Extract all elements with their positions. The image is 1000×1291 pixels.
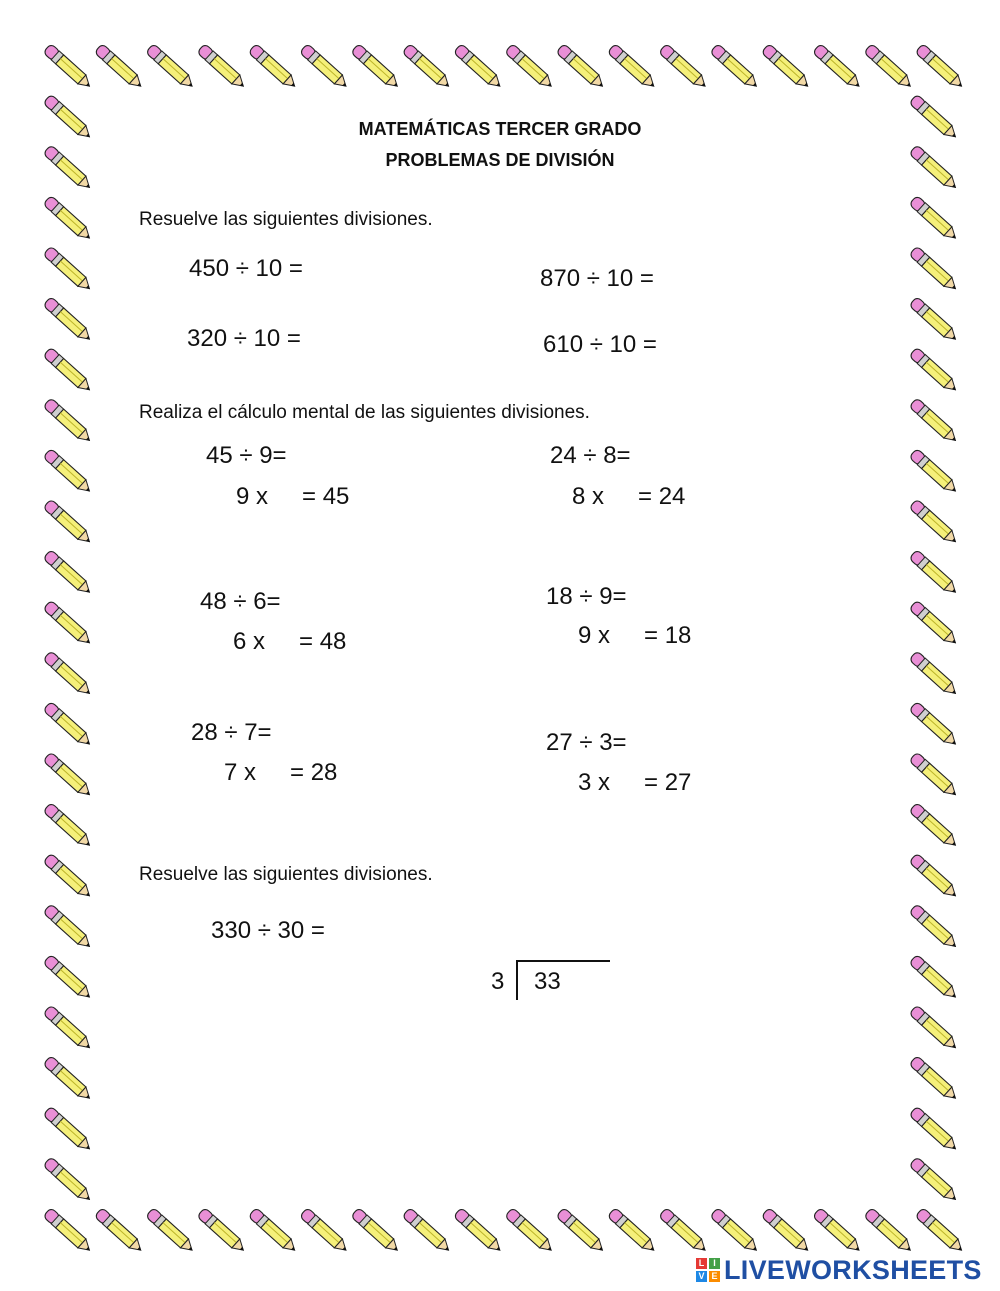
factor: 3 x bbox=[578, 769, 611, 796]
pencil-icon bbox=[915, 44, 966, 92]
pencil-icon bbox=[43, 701, 94, 749]
mental-division: 24 ÷ 8= bbox=[550, 442, 631, 469]
multiplication-check bbox=[224, 761, 337, 785]
pencil-icon bbox=[761, 1208, 812, 1256]
pencil-icon bbox=[909, 550, 960, 598]
mental-division: 27 ÷ 3= bbox=[546, 729, 627, 756]
page-title: MATEMÁTICAS TERCER GRADO bbox=[358, 119, 642, 139]
pencil-icon bbox=[43, 1106, 94, 1154]
pencil-icon bbox=[710, 1208, 761, 1256]
pencil-icon bbox=[864, 1208, 915, 1256]
pencil-icon bbox=[909, 803, 960, 851]
division-problem: 320 ÷ 10 = bbox=[187, 325, 301, 352]
pencil-icon bbox=[453, 1208, 504, 1256]
pencil-icon bbox=[505, 44, 556, 92]
pencil-icon bbox=[909, 752, 960, 800]
factor: 7 x bbox=[224, 759, 257, 786]
pencil-icon bbox=[94, 44, 145, 92]
multiplication-check bbox=[233, 630, 346, 654]
section3-instruction: Resuelve las siguientes divisiones. bbox=[139, 864, 433, 885]
pencil-icon bbox=[43, 499, 94, 547]
pencil-icon bbox=[43, 246, 94, 294]
pencil-icon bbox=[812, 44, 863, 92]
product: = 45 bbox=[302, 483, 350, 510]
liveworksheets-logo-icon: L I V E bbox=[696, 1258, 720, 1282]
product: = 27 bbox=[644, 769, 692, 796]
divisor: 3 bbox=[491, 968, 505, 995]
pencil-icon bbox=[43, 347, 94, 395]
pencil-icon bbox=[909, 701, 960, 749]
pencil-icon bbox=[556, 1208, 607, 1256]
pencil-icon bbox=[909, 853, 960, 901]
pencil-icon bbox=[909, 1157, 960, 1205]
pencil-icon bbox=[909, 499, 960, 547]
mental-division: 48 ÷ 6= bbox=[200, 588, 281, 615]
multiplication-check bbox=[578, 771, 691, 795]
pencil-icon bbox=[43, 297, 94, 345]
pencil-icon bbox=[146, 44, 197, 92]
pencil-icon bbox=[43, 1208, 94, 1256]
pencil-icon bbox=[909, 347, 960, 395]
long-division bbox=[488, 960, 618, 1002]
pencil-icon bbox=[43, 1157, 94, 1205]
pencil-icon bbox=[43, 550, 94, 598]
pencil-icon bbox=[43, 44, 94, 92]
product: = 48 bbox=[299, 628, 347, 655]
division-problem: 330 ÷ 30 = bbox=[211, 917, 325, 944]
factor: 8 x bbox=[572, 483, 605, 510]
division-problem: 450 ÷ 10 = bbox=[189, 255, 303, 282]
pencil-icon bbox=[659, 1208, 710, 1256]
pencil-icon bbox=[909, 651, 960, 699]
mental-division: 18 ÷ 9= bbox=[546, 583, 627, 610]
watermark-text: LIVEWORKSHEETS bbox=[724, 1254, 982, 1285]
dividend: 33 bbox=[534, 968, 561, 995]
page-subtitle: PROBLEMAS DE DIVISIÓN bbox=[385, 150, 615, 170]
pencil-icon bbox=[351, 44, 402, 92]
pencil-icon bbox=[909, 1106, 960, 1154]
pencil-icon bbox=[43, 651, 94, 699]
division-bracket bbox=[516, 960, 610, 1000]
multiplication-check bbox=[236, 485, 349, 509]
pencil-icon bbox=[248, 44, 299, 92]
pencil-icon bbox=[761, 44, 812, 92]
pencil-icon bbox=[909, 297, 960, 345]
factor: 9 x bbox=[236, 483, 269, 510]
multiplication-check bbox=[572, 485, 685, 509]
pencil-icon bbox=[909, 195, 960, 243]
pencil-icon bbox=[909, 448, 960, 496]
pencil-icon bbox=[402, 1208, 453, 1256]
pencil-icon bbox=[197, 1208, 248, 1256]
pencil-icon bbox=[909, 904, 960, 952]
pencil-icon bbox=[43, 600, 94, 648]
pencil-icon bbox=[43, 398, 94, 446]
section2-instruction: Realiza el cálculo mental de las siguientes divisiones. bbox=[139, 402, 590, 423]
factor: 6 x bbox=[233, 628, 266, 655]
pencil-icon bbox=[909, 954, 960, 1002]
pencil-icon bbox=[909, 600, 960, 648]
multiplication-check bbox=[578, 624, 691, 648]
pencil-icon bbox=[710, 44, 761, 92]
factor: 9 x bbox=[578, 622, 611, 649]
pencil-icon bbox=[43, 954, 94, 1002]
pencil-icon bbox=[607, 1208, 658, 1256]
pencil-icon bbox=[812, 1208, 863, 1256]
pencil-icon bbox=[43, 803, 94, 851]
division-problem: 610 ÷ 10 = bbox=[543, 331, 657, 358]
watermark bbox=[696, 1254, 982, 1286]
section1-instruction: Resuelve las siguientes divisiones. bbox=[139, 209, 433, 230]
pencil-icon bbox=[94, 1208, 145, 1256]
pencil-icon bbox=[915, 1208, 966, 1256]
product: = 24 bbox=[638, 483, 686, 510]
mental-division: 28 ÷ 7= bbox=[191, 719, 272, 746]
pencil-icon bbox=[505, 1208, 556, 1256]
pencil-icon bbox=[43, 853, 94, 901]
pencil-icon bbox=[43, 195, 94, 243]
pencil-icon bbox=[556, 44, 607, 92]
pencil-icon bbox=[197, 44, 248, 92]
pencil-icon bbox=[43, 1056, 94, 1104]
pencil-icon bbox=[864, 44, 915, 92]
pencil-icon bbox=[351, 1208, 402, 1256]
pencil-icon bbox=[909, 1005, 960, 1053]
pencil-icon bbox=[299, 1208, 350, 1256]
pencil-icon bbox=[43, 448, 94, 496]
pencil-icon bbox=[402, 44, 453, 92]
pencil-icon bbox=[909, 398, 960, 446]
pencil-icon bbox=[299, 44, 350, 92]
pencil-icon bbox=[43, 904, 94, 952]
product: = 18 bbox=[644, 622, 692, 649]
pencil-icon bbox=[607, 44, 658, 92]
pencil-icon bbox=[43, 1005, 94, 1053]
pencil-icon bbox=[659, 44, 710, 92]
mental-division: 45 ÷ 9= bbox=[206, 442, 287, 469]
pencil-icon bbox=[909, 1056, 960, 1104]
pencil-icon bbox=[453, 44, 504, 92]
pencil-icon bbox=[43, 752, 94, 800]
pencil-icon bbox=[146, 1208, 197, 1256]
product: = 28 bbox=[290, 759, 338, 786]
division-problem: 870 ÷ 10 = bbox=[540, 265, 654, 292]
pencil-icon bbox=[248, 1208, 299, 1256]
pencil-icon bbox=[909, 246, 960, 294]
